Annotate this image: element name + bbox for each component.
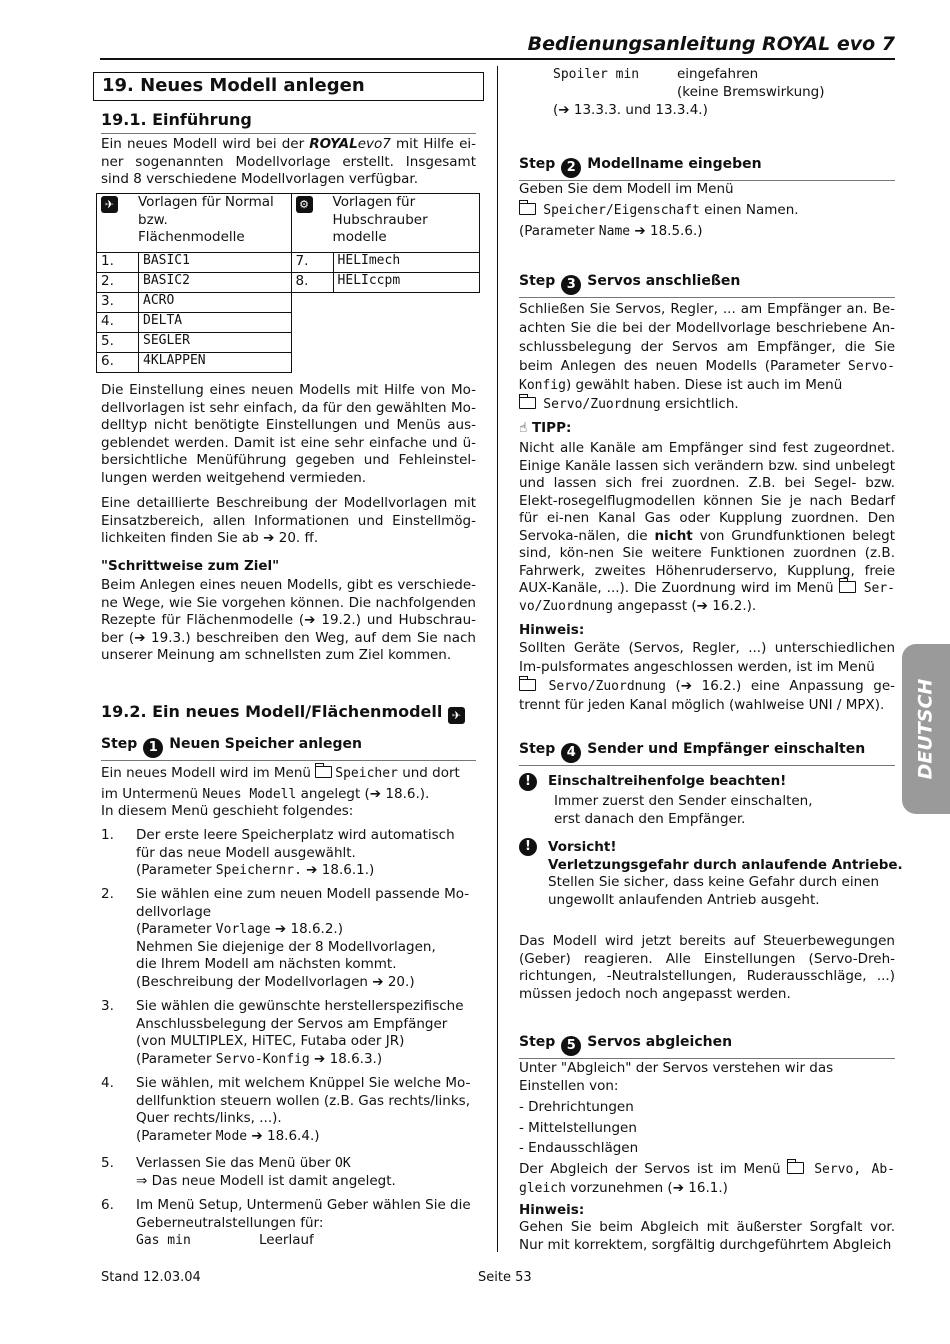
servo-icon	[787, 1162, 804, 1174]
language-tab	[902, 644, 950, 814]
list-number: 6.	[101, 1197, 114, 1213]
language-tab-label: DEUTSCH	[914, 678, 937, 780]
spoiler-value: eingefahren (keine Bremswirkung)	[677, 66, 825, 100]
step-5-note-text: Gehen Sie beim Abgleich mit äußerster Sorgfalt vor. Nur mit korrektem, sorgfältig durchgeführtem Abgleich	[519, 1219, 895, 1253]
note-text: Sollten Geräte (Servos, Regler, ...) unterschiedlichen Im-pulsformates angeschlossen werden, ist im Menü Servo/Zuordnung (➔ 16.2.) eine Anpassung ge-trennt für jeden Kanal möglich (wahlweise UNI / MPX).	[519, 640, 895, 713]
step-number-1: 1	[143, 738, 163, 758]
folder-icon	[519, 203, 536, 215]
table-head-plane: ✈ Vorlagen für Normal bzw. Flächenmodelle	[97, 194, 292, 253]
servo-icon	[519, 397, 536, 409]
step-2-text: Geben Sie dem Modell im Menü Speicher/Eigenschaft einen Namen. (Parameter Name ➔ 18.5.6.)	[519, 181, 799, 239]
header-rule	[100, 58, 895, 60]
templates-paragraph: Die Einstellung eines neuen Modells mit Hilfe von Mo-dellvorlagen ist sehr einfach, da für den gewählten Mo-delltyp nicht benötigte Einstellungen und Menüs aus-geblendet werden. Damit ist eine sehr einfache und ü-bersichtliche Menüführung gegeben und Fehleinstel-lungen werden weitgehend vermieden.	[101, 382, 476, 486]
servo-icon	[519, 679, 536, 691]
plane-icon: ✈	[101, 196, 118, 213]
step-by-step-heading: "Schrittweise zum Ziel"	[101, 558, 280, 574]
list-item: Sie wählen eine zum neuen Modell passende Mo-dellvorlage (Parameter Vorlage ➔ 18.6.2.) Nehmen Sie diejenige der 8 Modellvorlagen, die Ihrem Modell am nächsten kommt. (Beschreibung der Modellvorlagen ➔ 20.)	[136, 886, 470, 990]
step-2-heading: Step 2 Modellname eingeben	[519, 155, 762, 178]
table-row: 4. DELTA	[97, 313, 480, 333]
step-number-3: 3	[561, 275, 581, 295]
section-19-heading: 19. Neues Modell anlegen	[93, 72, 484, 101]
servo-icon	[839, 581, 856, 593]
warning-1-title: Einschaltreihenfolge beachten!	[548, 773, 787, 789]
tip-text: Nicht alle Kanäle am Empfänger sind fest zugeordnet. Einige Kanäle lassen sich verändern bzw. sind unbelegt und lassen sich frei zuordnen. Z.B. bei Segel- bzw. Elekt-rosegelflugmodellen können Sie je nach Bedarf für ei-nen Kanal Gas oder Kupplung zuordnen. Den Servoka-nälen, die nicht von Grundfunktionen belegt sind, kön-nen Sie weitere Funktionen zuordnen (z.B. Fahrwerk, zweites Höhenruderservo, Kupplung, freie AUX-Kanäle, ...). Die Zuordnung wird im Menü Ser-vo/Zuordnung angepasst (➔ 16.2.).	[519, 440, 895, 614]
heading-rule	[101, 133, 476, 134]
note-heading: Hinweis:	[519, 622, 585, 638]
spoiler-reference: (➔ 13.3.3. und 13.3.4.)	[553, 102, 708, 118]
step-1-heading: Step 1 Neuen Speicher anlegen	[101, 735, 362, 758]
spoiler-param: Spoiler min	[553, 67, 640, 82]
table-row: 5. SEGLER	[97, 333, 480, 353]
step-4-paragraph: Das Modell wird jetzt bereits auf Steuerbewegungen (Geber) reagieren. Alle Einstellungen (Servo-Dreh-richtungen, -Neutralstellungen, Ruderausschläge, ...) müssen jedoch noch angepasst werden.	[519, 933, 895, 1002]
step-3-heading: Step 3 Servos anschließen	[519, 272, 740, 295]
step-5-note-heading: Hinweis:	[519, 1202, 585, 1218]
heading-rule	[101, 760, 476, 761]
column-separator	[497, 66, 498, 1252]
list-item: Im Menü Setup, Untermenü Geber wählen Sie die Geberneutralstellungen für: Gas min Leerlauf	[136, 1197, 471, 1248]
list-item: Sie wählen die gewünschte herstellerspezifische Anschlussbelegung der Servos am Empfänger (von MULTIPLEX, HiTEC, Futaba oder JR) (Parameter Servo-Konfig ➔ 18.6.3.)	[136, 998, 464, 1067]
description-paragraph: Eine detaillierte Beschreibung der Modellvorlagen mit Einsatzbereich, allen Informationen und Einstellmög-lichkeiten finden Sie ab ➔ 20. ff.	[101, 495, 476, 546]
helicopter-icon: ⚙	[296, 196, 313, 213]
list-item: Sie wählen, mit welchem Knüppel Sie welche Mo-dellfunktion steuern wollen (z.B. Gas rechts/links, Quer rechts/links, ...). (Parameter Mode ➔ 18.6.4.)	[136, 1075, 471, 1144]
footer-date: Stand 12.03.04	[101, 1270, 201, 1285]
intro-paragraph: Ein neues Modell wird bei der ROYALevo7 mit Hilfe ei-ner sogenannten Modellvorlage erstellt. Insgesamt sind 8 verschiedene Modellvorlagen verfügbar.	[101, 136, 476, 187]
table-row: 1. BASIC1 7. HELImech	[97, 253, 480, 273]
step-number-5: 5	[561, 1036, 581, 1056]
table-row: 3. ACRO	[97, 293, 480, 313]
folder-icon	[315, 766, 332, 778]
step-number-4: 4	[561, 743, 581, 763]
section-19-2-heading: 19.2. Ein neues Modell/Flächenmodell ✈	[101, 702, 465, 724]
warning-1-text: Immer zuerst den Sender einschalten, erst danach den Empfänger.	[554, 793, 813, 827]
plane-icon: ✈	[448, 707, 465, 724]
warning-icon: !	[519, 770, 537, 791]
section-19-1-heading: 19.1. Einführung	[101, 110, 252, 129]
list-number: 2.	[101, 886, 114, 902]
heading-rule	[519, 765, 895, 766]
footer-page-number: Seite 53	[478, 1270, 532, 1285]
step-5-heading: Step 5 Servos abgleichen	[519, 1033, 732, 1056]
template-table	[96, 193, 480, 373]
warning-2-title: Vorsicht! Verletzungsgefahr durch anlaufende Antriebe.	[548, 839, 903, 873]
step-number-2: 2	[561, 158, 581, 178]
table-head-heli: ⚙ Vorlagen für Hubschrauber modelle	[291, 194, 479, 253]
list-number: 4.	[101, 1075, 114, 1091]
list-number: 1.	[101, 827, 114, 843]
step-1-text: Ein neues Modell wird im Menü Speicher und dort im Untermenü Neues Modell angelegt (➔ 18.6.). In diesem Menü geschieht folgendes:	[101, 765, 460, 819]
table-row: 2. BASIC2 8. HELIccpm	[97, 273, 480, 293]
heading-rule	[519, 297, 895, 298]
heading-rule	[519, 1058, 895, 1059]
step-5-menu-text: Der Abgleich der Servos ist im Menü Servo, Ab-gleich vorzunehmen (➔ 16.1.)	[519, 1161, 895, 1196]
hand-icon: ☝	[519, 420, 528, 436]
step-4-heading: Step 4 Sender und Empfänger einschalten	[519, 740, 865, 763]
tip-heading: ☝ TIPP:	[519, 420, 572, 436]
list-item: Verlassen Sie das Menü über OK ⇒ Das neue Modell ist damit angelegt.	[136, 1155, 396, 1189]
list-number: 5.	[101, 1155, 114, 1171]
step-by-step-paragraph: Beim Anlegen eines neuen Modells, gibt es verschiede-ne Wege, wie Sie vorgehen können. Die nachfolgenden Rezepte für Flächenmodelle (➔ 19.2.) und Hubschrau-ber (➔ 19.3.) beschreiben den Weg, auf dem Sie nach unserer Meinung am schnellsten zum Ziel kommen.	[101, 577, 476, 663]
document-header-title: Bedienungsanleitung ROYAL evo 7	[527, 33, 895, 55]
warning-2-text: Stellen Sie sicher, dass keine Gefahr durch einen ungewollt anlaufenden Antrieb ausgeht.	[548, 874, 880, 908]
list-item: Der erste leere Speicherplatz wird automatisch für das neue Modell ausgewählt. (Parameter Speichernr. ➔ 18.6.1.)	[136, 827, 455, 878]
step-5-text: Unter "Abgleich" der Servos verstehen wir das Einstellen von: - Drehrichtungen - Mittelstellungen - Endausschlägen	[519, 1060, 834, 1156]
step-3-text: Schließen Sie Servos, Regler, ... am Empfänger an. Be-achten Sie die bei der Modellvorlage beschriebene An-schlussbelegung der Servos am Empfänger, die Sie beim Anlegen des neuen Modells (Parameter Servo-Konfig) gewählt haben. Diese ist auch im Menü Servo/Zuordnung ersichtlich.	[519, 301, 895, 412]
warning-icon: !	[519, 835, 537, 856]
table-row: 6. 4KLAPPEN	[97, 353, 480, 373]
list-number: 3.	[101, 998, 114, 1014]
